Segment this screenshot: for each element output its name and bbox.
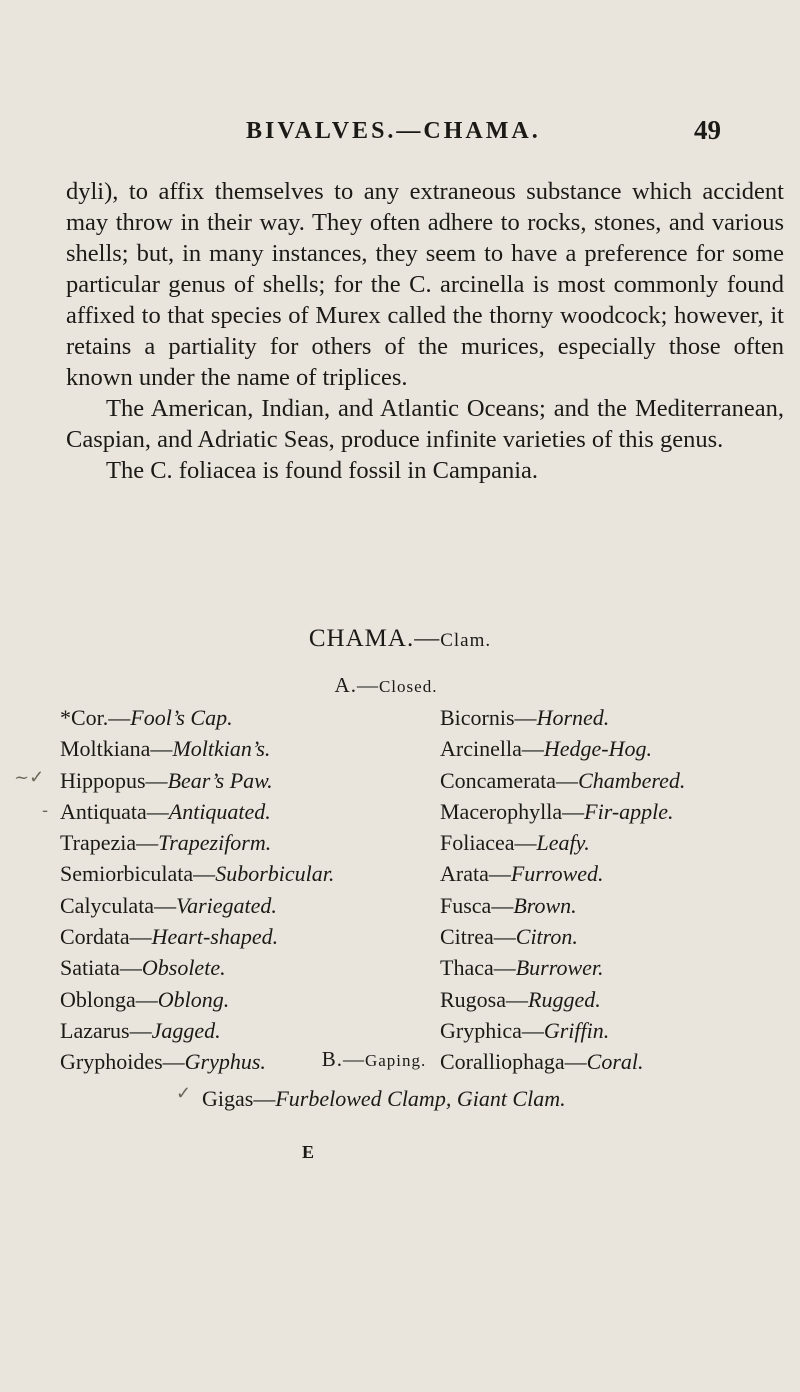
species-entry-left: [60, 799, 271, 825]
species-common-name: Suborbicular.: [215, 861, 335, 887]
species-common-name: Furbelowed Clamp, Giant Clam.: [275, 1086, 566, 1111]
species-row: [60, 768, 780, 799]
species-common-name: Griffin.: [543, 1017, 610, 1043]
pencil-check-mark: ✓: [176, 1083, 192, 1104]
species-common-name: Antiquated.: [168, 798, 271, 824]
species-entry-left: [60, 987, 229, 1013]
species-entry-right: [440, 830, 590, 856]
species-common-name: Obsolete.: [141, 955, 226, 981]
section-a-smallcaps: Closed.: [378, 677, 438, 696]
species-list: [60, 705, 780, 1081]
species-common-name: Heart-shaped.: [151, 924, 279, 950]
species-name: Gryphica—: [440, 1017, 544, 1043]
species-entry-left: [60, 736, 270, 762]
species-name: Hippopus—: [60, 767, 168, 793]
running-head: [0, 115, 800, 158]
species-entry-right: [440, 861, 604, 887]
species-entry-right: [440, 736, 652, 762]
page-number: 49: [694, 115, 721, 145]
species-name: Calyculata—: [60, 892, 177, 918]
species-entry-left: [60, 768, 273, 794]
species-entry-left: [60, 861, 334, 887]
species-entry-left: [60, 1018, 221, 1044]
paragraph: dyli), to affix themselves to any extraneous substance which accident may throw in their way. They often adhere to rocks, stones, and various shells; but, in many instances, they seem to have a preference for some particular genus of shells; for the C. arcinella is most commonly found affixed to that species of Murex called the thorny woodcock; however, it retains a partiality for others of the murices, especially those often known under the name of triplices.: [66, 178, 784, 391]
signature-mark: E: [302, 1142, 315, 1162]
species-name: *Cor.—: [60, 705, 131, 730]
section-a-label: A.—: [334, 673, 379, 697]
section-b-smallcaps: Gaping.: [364, 1051, 427, 1070]
paragraph: The American, Indian, and Atlantic Oceans; and the Mediterranean, Caspian, and Adriatic Seas, produce infinite varieties of this genus.: [66, 395, 784, 453]
species-entry-left: [60, 705, 233, 731]
genus-heading-smallcaps: Clam.: [440, 630, 492, 651]
genus-heading-main: CHAMA.—: [308, 625, 441, 652]
species-common-name: Brown.: [513, 892, 577, 918]
section-b-entry: [202, 1086, 566, 1112]
species-name: Macerophylla—: [440, 798, 585, 824]
section-b-label: B.—: [321, 1047, 365, 1071]
species-name: Arata—: [440, 861, 511, 887]
species-entry-right: [440, 893, 577, 919]
running-head-title: BIVALVES.—CHAMA.: [246, 118, 541, 144]
species-entry-left: [60, 924, 278, 950]
species-name: Semiorbiculata—: [60, 861, 216, 887]
species-name: Trapezia—: [60, 830, 159, 856]
species-name: Satiata—: [60, 955, 142, 981]
species-row: [60, 830, 780, 861]
species-entry-right: [440, 768, 685, 794]
species-entry-right: [440, 705, 609, 731]
species-common-name: Fir-apple.: [584, 798, 674, 824]
pencil-check-mark: ~✓: [14, 767, 45, 788]
species-common-name: Oblong.: [157, 986, 230, 1012]
species-name: Fusca—: [440, 892, 514, 918]
species-common-name: Fool’s Cap.: [130, 705, 233, 730]
species-common-name: Furrowed.: [510, 861, 604, 887]
species-name: Foliacea—: [440, 830, 537, 856]
species-entry-right: [440, 799, 674, 825]
paragraph: The C. foliacea is found fossil in Campania.: [106, 457, 539, 484]
species-name: Coralliophaga—: [440, 1049, 587, 1075]
genus-heading: [0, 625, 800, 653]
species-name: Oblonga—: [60, 986, 158, 1012]
species-name: Cordata—: [60, 924, 152, 950]
species-name: Rugosa—: [440, 986, 528, 1012]
species-entry-right: [440, 1018, 609, 1044]
species-entry-right: [440, 955, 604, 981]
species-row: [60, 955, 780, 986]
species-entry-left: [60, 955, 226, 981]
species-common-name: Leafy.: [536, 830, 590, 856]
species-name: Lazarus—: [60, 1017, 152, 1043]
section-b-heading: [0, 1047, 774, 1075]
species-entry-left: [60, 830, 271, 856]
species-common-name: Horned.: [536, 705, 610, 730]
species-row: [60, 893, 780, 924]
species-common-name: Coral.: [586, 1049, 644, 1075]
species-row: [60, 1018, 780, 1049]
species-common-name: Variegated.: [176, 892, 277, 918]
body-text: [66, 176, 784, 486]
species-entry-right: [440, 924, 578, 950]
species-row: [60, 736, 780, 767]
pencil-dash-mark: -: [42, 800, 49, 821]
species-common-name: Bear’s Paw.: [167, 767, 273, 793]
species-entry-left: [60, 893, 277, 919]
species-name: Moltkiana—: [60, 736, 173, 762]
species-common-name: Rugged.: [528, 986, 601, 1012]
species-name: Antiquata—: [60, 798, 169, 824]
species-name: Citrea—: [440, 924, 516, 950]
species-row: [60, 705, 780, 736]
species-common-name: Burrower.: [515, 955, 604, 981]
species-common-name: Trapeziform.: [158, 830, 272, 856]
species-name: Bicornis—: [440, 705, 537, 730]
species-common-name: Chambered.: [578, 767, 686, 793]
species-common-name: Jagged.: [151, 1017, 221, 1043]
species-name: Concamerata—: [440, 767, 579, 793]
species-entry-right: [440, 987, 601, 1013]
species-common-name: Moltkian’s.: [172, 736, 271, 762]
species-row: [60, 987, 780, 1018]
species-name: Gryphoides—: [60, 1049, 185, 1075]
species-name: Gigas—: [202, 1086, 276, 1111]
species-common-name: Hedge-Hog.: [543, 736, 652, 762]
species-common-name: Citron.: [515, 924, 578, 950]
species-name: Arcinella—: [440, 736, 544, 762]
section-a-heading: [0, 673, 786, 698]
species-common-name: Gryphus.: [184, 1049, 266, 1075]
species-row: [60, 924, 780, 955]
species-row: [60, 799, 780, 830]
species-row: [60, 861, 780, 892]
species-name: Thaca—: [440, 955, 516, 981]
